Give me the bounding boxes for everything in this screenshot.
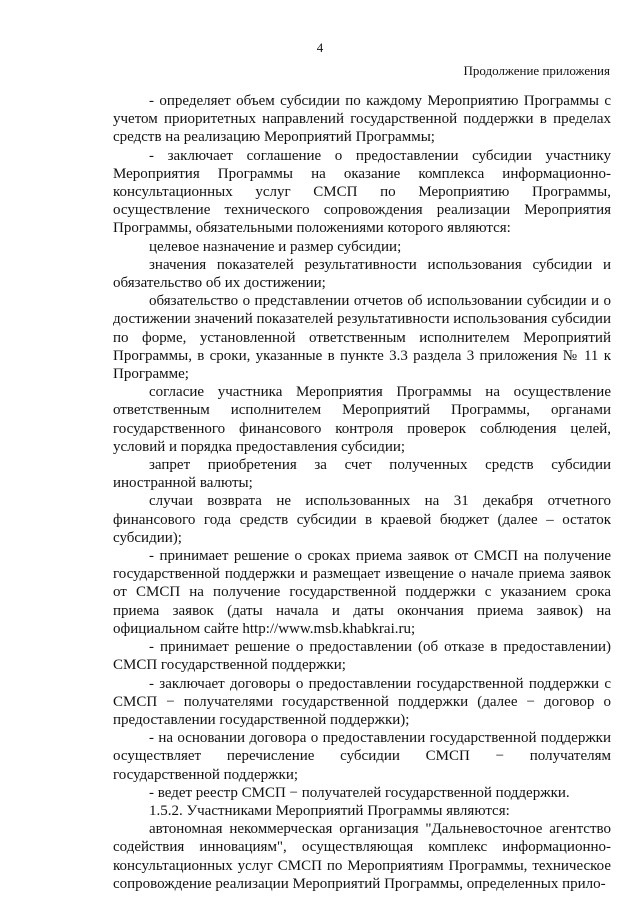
paragraph: - определяет объем субсидии по каждому Мероприятию Программы с учетом приоритетных направлений государственной поддержки в пределах средств на реализацию Мероприятий Программы; xyxy=(113,93,611,146)
page-number: 4 xyxy=(316,40,324,55)
paragraph: - на основании договора о предоставлении государственной поддержки осуществляет перечисление субсидии СМСП − получателям государственной поддержки; xyxy=(113,730,611,783)
paragraph: согласие участника Мероприятия Программы на осуществление ответственным исполнителем Мероприятий Программы, органами государственного финансового контроля проверок соблюдения целей, условий и порядка предоставления субсидии; xyxy=(113,384,611,455)
paragraph: случаи возврата не использованных на 31 декабря отчетного финансового года средств субсидии в краевой бюджет (далее – остаток субсидии); xyxy=(113,493,611,546)
paragraph: значения показателей результативности использования субсидии и обязательство об их достижении; xyxy=(113,256,611,292)
paragraph: целевое назначение и размер субсидии; xyxy=(149,238,402,255)
paragraph: - ведет реестр СМСП − получателей государственной поддержки. xyxy=(149,784,570,801)
paragraph: автономная некоммерческая организация "Дальневосточное агентство содействия инновациям", осуществляющая комплекс информационно-консультационных услуг СМСП по Мероприятиям Программы, техническое сопровождение реализации Мероприятий Программы, определенных прило- xyxy=(113,821,611,892)
paragraph: запрет приобретения за счет полученных средств субсидии иностранной валюты; xyxy=(113,457,611,492)
continuation-note: Продолжение приложения xyxy=(463,63,610,78)
body-text xyxy=(113,92,611,893)
paragraph: 1.5.2. Участниками Мероприятий Программы являются: xyxy=(149,802,510,819)
paragraph: - принимает решение о сроках приема заявок от СМСП на получение государственной поддержки и размещает извещение о начале приема заявок от СМСП на получение государственной поддержки с указанием срока приема заявок (даты начала и даты окончания приема заявок) на официальном сайте http://www.msb.khabkrai.ru; xyxy=(113,548,611,637)
paragraph: обязательство о представлении отчетов об использовании субсидии и о достижении значений показателей результативности использования субсидии по форме, установленной ответственным исполнителем Мероприятий Программы, в сроки, указанные в пункте 3.3 раздела 3 приложения № 11 к Программе; xyxy=(113,293,611,383)
paragraph: - заключает соглашение о предоставлении субсидии участнику Мероприятия Программы на оказание комплекса информационно-консультационных услуг СМСП по Мероприятию Программы, осуществление технического сопровождения реализации Мероприятия Программы, обязательными положениями которого являются: xyxy=(113,147,611,237)
paragraph: - принимает решение о предоставлении (об отказе в предоставлении) СМСП государственной поддержки; xyxy=(113,639,611,674)
paragraph: - заключает договоры о предоставлении государственной поддержки с СМСП − получателями государственной поддержки (далее − договор о предоставлении государственной поддержки); xyxy=(113,675,611,728)
